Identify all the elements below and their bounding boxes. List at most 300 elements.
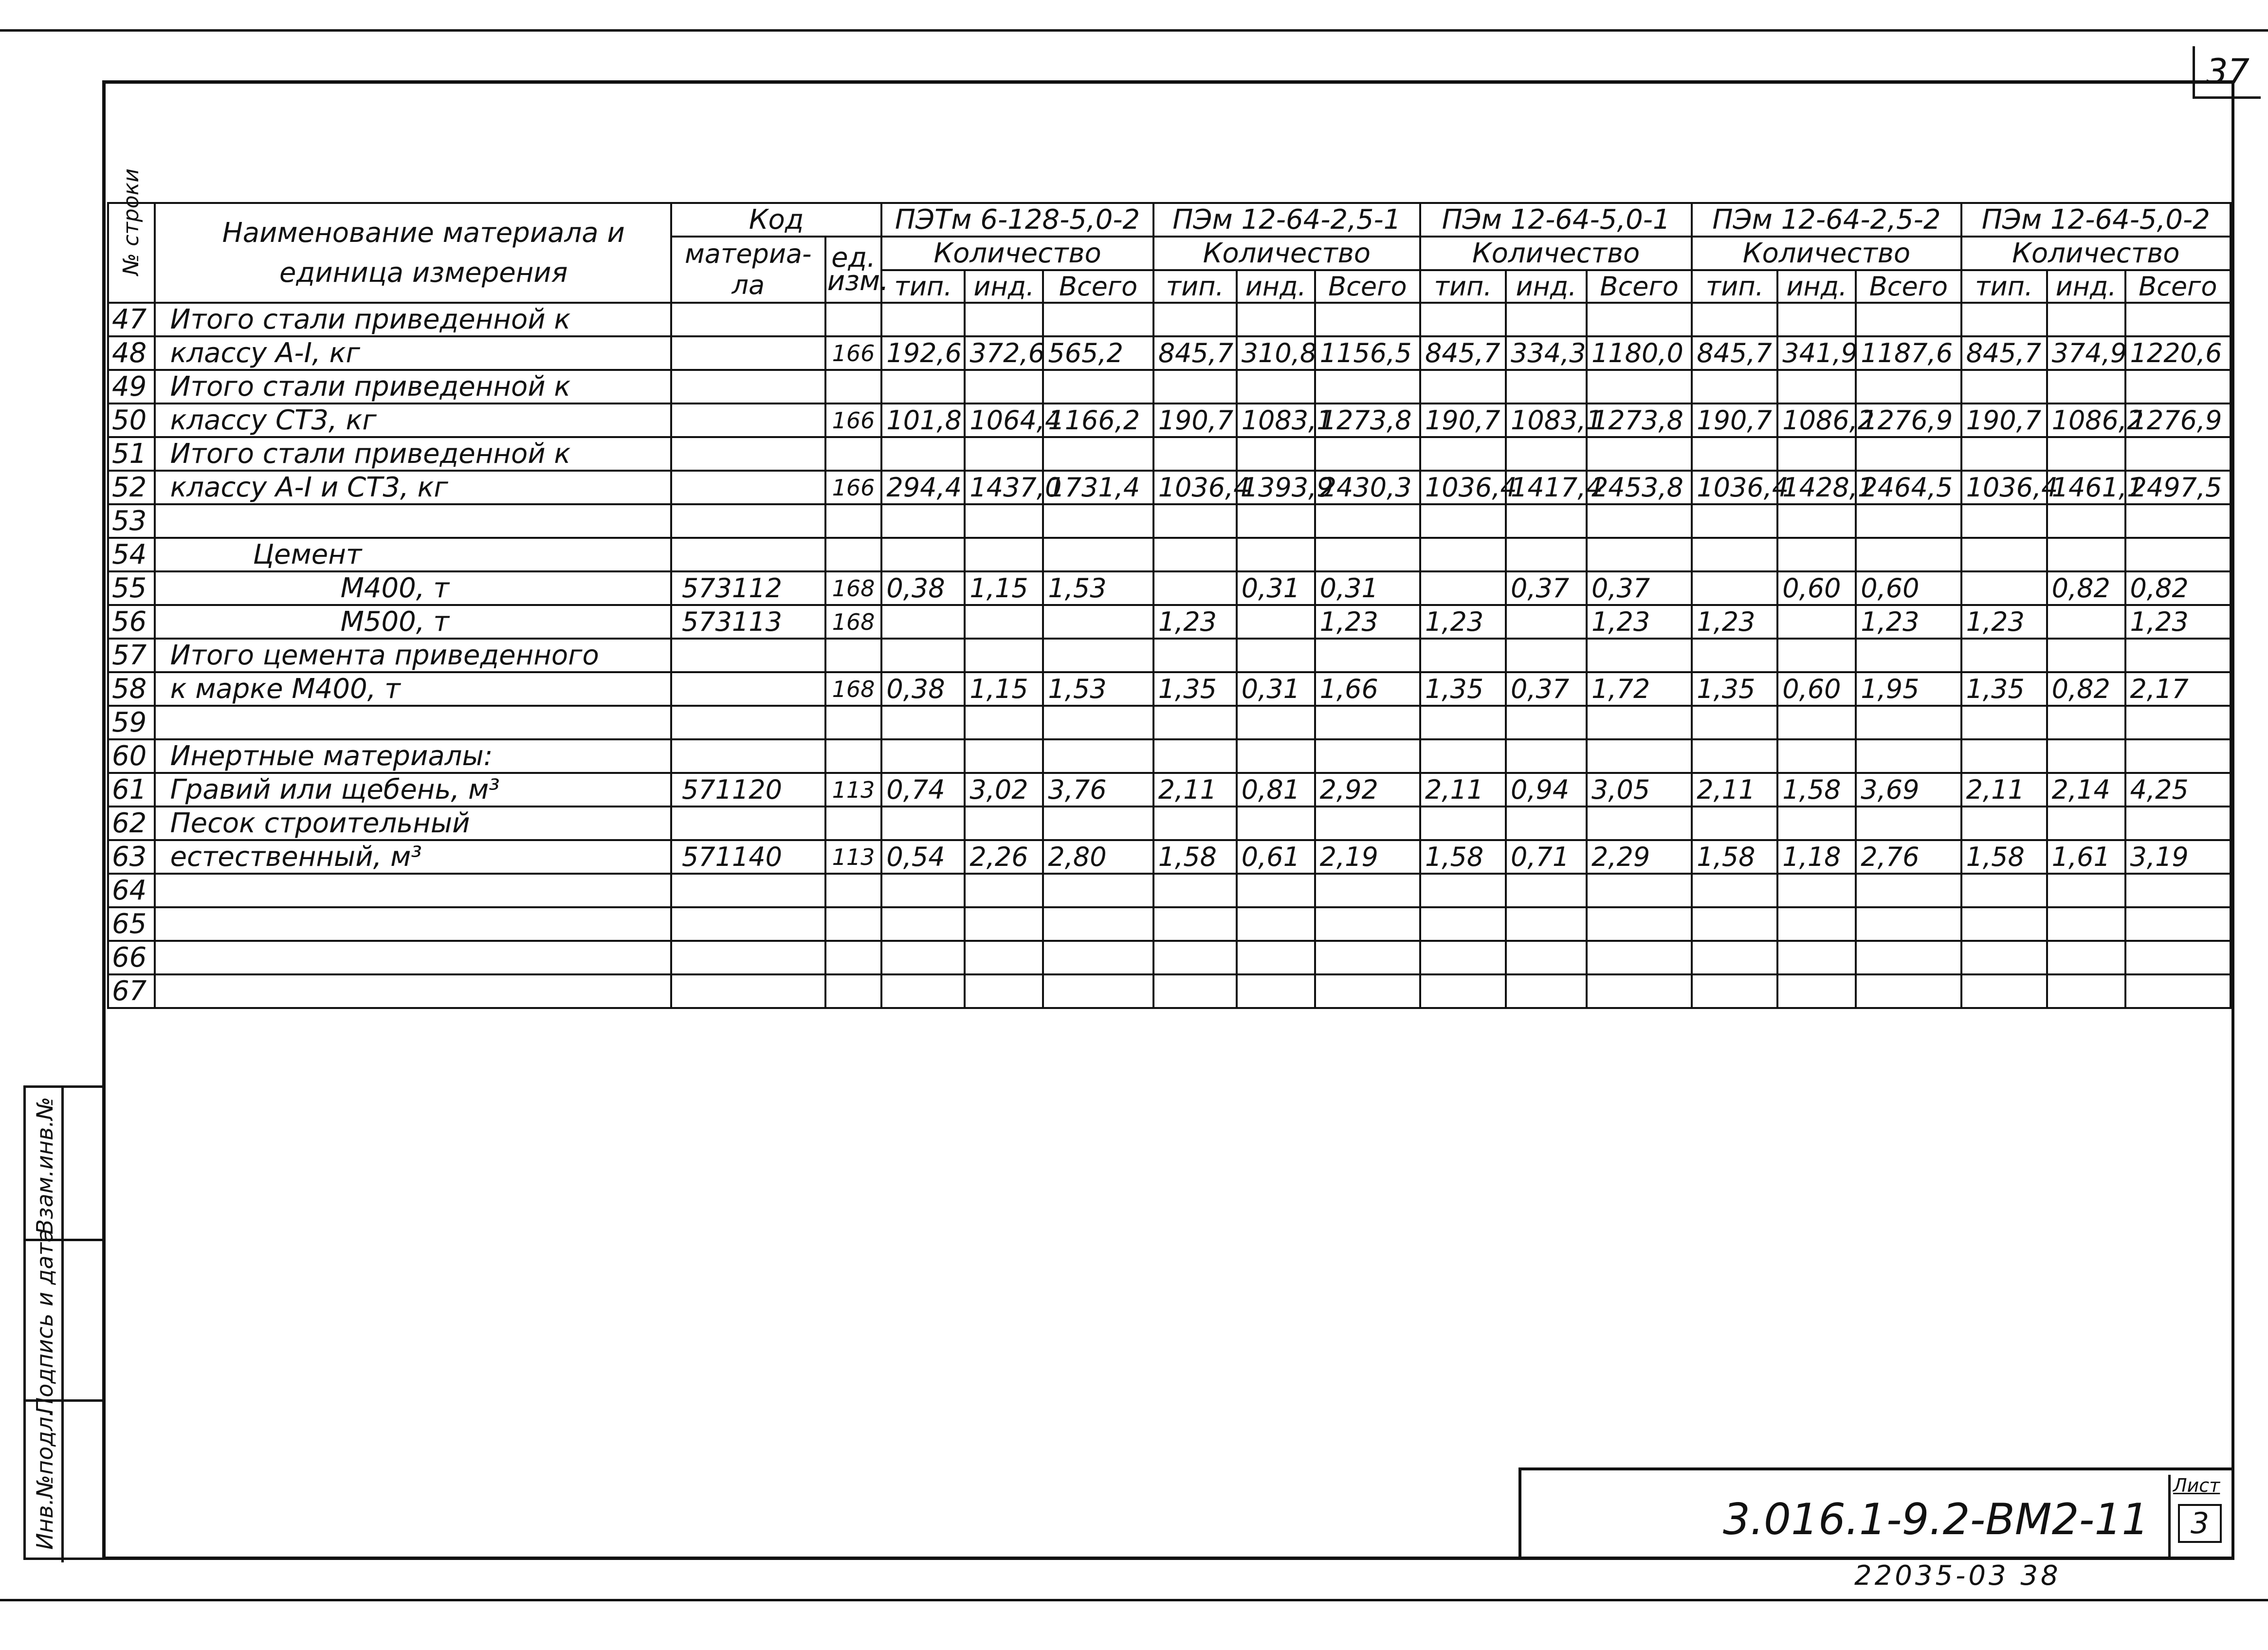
quantity-cell <box>965 639 1043 672</box>
quantity-cell <box>881 437 965 471</box>
quantity-cell: 0,60 <box>1777 672 1856 706</box>
quantity-cell <box>1961 739 2047 773</box>
quantity-cell <box>1153 874 1237 907</box>
quantity-cell <box>1856 370 1961 403</box>
quantity-cell <box>1856 437 1961 471</box>
quantity-cell: 2,11 <box>1961 773 2047 807</box>
quantity-cell: 1276,9 <box>1856 403 1961 437</box>
quantity-cell <box>1692 538 1777 571</box>
unit-code <box>825 538 882 571</box>
row-number: 51 <box>108 437 155 471</box>
quantity-cell <box>1153 706 1237 739</box>
quantity-cell <box>2125 739 2231 773</box>
quantity-cell <box>1506 639 1587 672</box>
quantity-cell <box>1506 974 1587 1008</box>
quantity-cell <box>1506 874 1587 907</box>
quantity-cell <box>1587 706 1692 739</box>
unit-code <box>825 907 882 941</box>
row-number: 62 <box>108 807 155 840</box>
quantity-cell: 0,60 <box>1856 571 1961 605</box>
material-code <box>671 471 825 504</box>
quantity-cell: 845,7 <box>1420 336 1506 370</box>
row-number: 48 <box>108 336 155 370</box>
quantity-cell <box>1153 907 1237 941</box>
unit-code: 166 <box>825 471 882 504</box>
quantity-cell <box>1961 941 2047 974</box>
quantity-cell: 1036,4 <box>1420 471 1506 504</box>
material-code <box>671 706 825 739</box>
quantity-cell <box>1237 605 1315 639</box>
quantity-cell <box>1237 370 1315 403</box>
quantity-cell <box>1237 907 1315 941</box>
quantity-cell: 0,37 <box>1506 571 1587 605</box>
quantity-cell <box>1315 370 1420 403</box>
quantity-cell: 310,8 <box>1237 336 1315 370</box>
quantity-cell: 0,31 <box>1315 571 1420 605</box>
quantity-cell: 1086,2 <box>1777 403 1856 437</box>
table-row <box>108 639 2231 672</box>
header-group-4-quantity: Количество <box>1692 237 1961 270</box>
quantity-cell <box>1587 639 1692 672</box>
table-row <box>108 773 2231 807</box>
quantity-cell <box>1043 605 1153 639</box>
quantity-cell <box>2047 303 2125 336</box>
quantity-cell <box>1961 807 2047 840</box>
quantity-cell <box>1043 807 1153 840</box>
quantity-cell: 0,60 <box>1777 571 1856 605</box>
quantity-cell <box>1315 807 1420 840</box>
header-group-4-col-2: инд. <box>1777 270 1856 303</box>
quantity-cell <box>881 605 965 639</box>
quantity-cell <box>2125 437 2231 471</box>
table-row <box>108 403 2231 437</box>
quantity-cell <box>1587 504 1692 538</box>
quantity-cell: 1064,4 <box>965 403 1043 437</box>
sheet-number: 3 <box>2178 1504 2222 1543</box>
quantity-cell: 1,23 <box>1692 605 1777 639</box>
quantity-cell: 1,23 <box>1420 605 1506 639</box>
row-number: 66 <box>108 941 155 974</box>
unit-code <box>825 941 882 974</box>
unit-code: 113 <box>825 773 882 807</box>
quantity-cell <box>1043 941 1153 974</box>
quantity-cell: 2,19 <box>1315 840 1420 874</box>
quantity-cell <box>1961 571 2047 605</box>
quantity-cell <box>1587 907 1692 941</box>
table-row <box>108 471 2231 504</box>
quantity-cell <box>1237 739 1315 773</box>
quantity-cell: 1417,4 <box>1506 471 1587 504</box>
material-name: естественный, м³ <box>155 840 671 874</box>
material-name <box>155 907 671 941</box>
quantity-cell <box>1777 706 1856 739</box>
quantity-cell: 2464,5 <box>1856 471 1961 504</box>
quantity-cell: 845,7 <box>1961 336 2047 370</box>
quantity-cell <box>1043 437 1153 471</box>
quantity-cell <box>1692 370 1777 403</box>
side-stamp-signature-date: Подпись и дата <box>32 1228 58 1414</box>
unit-code <box>825 303 882 336</box>
quantity-cell: 1,61 <box>2047 840 2125 874</box>
quantity-cell <box>1153 571 1237 605</box>
quantity-cell <box>1237 874 1315 907</box>
quantity-cell: 192,6 <box>881 336 965 370</box>
quantity-cell: 1083,1 <box>1506 403 1587 437</box>
quantity-cell: 2,17 <box>2125 672 2231 706</box>
quantity-cell <box>881 807 965 840</box>
quantity-cell <box>881 303 965 336</box>
material-name: Итого цемента приведенного <box>155 639 671 672</box>
quantity-cell <box>2125 639 2231 672</box>
table-row <box>108 370 2231 403</box>
material-code: 571120 <box>671 773 825 807</box>
row-number: 54 <box>108 538 155 571</box>
quantity-cell <box>1506 941 1587 974</box>
quantity-cell: 0,38 <box>881 571 965 605</box>
quantity-cell <box>2125 538 2231 571</box>
table-row <box>108 874 2231 907</box>
material-code <box>671 974 825 1008</box>
table-row <box>108 437 2231 471</box>
quantity-cell <box>1856 807 1961 840</box>
quantity-cell <box>1153 370 1237 403</box>
quantity-cell <box>1961 907 2047 941</box>
unit-code: 168 <box>825 672 882 706</box>
quantity-cell: 1393,9 <box>1237 471 1315 504</box>
quantity-cell <box>965 303 1043 336</box>
quantity-cell <box>1043 739 1153 773</box>
quantity-cell <box>881 639 965 672</box>
quantity-cell <box>965 907 1043 941</box>
material-code <box>671 639 825 672</box>
quantity-cell <box>1237 639 1315 672</box>
quantity-cell: 2497,5 <box>2125 471 2231 504</box>
quantity-cell <box>1856 974 1961 1008</box>
quantity-cell <box>881 907 965 941</box>
row-number: 58 <box>108 672 155 706</box>
header-group-1-col-2: инд. <box>965 270 1043 303</box>
material-name: к марке М400, т <box>155 672 671 706</box>
material-name <box>155 941 671 974</box>
table-row <box>108 907 2231 941</box>
row-number: 52 <box>108 471 155 504</box>
header-group-5-col-3: Всего <box>2125 270 2231 303</box>
header-group-1-col-3: Всего <box>1043 270 1153 303</box>
quantity-cell <box>1043 874 1153 907</box>
quantity-cell: 0,82 <box>2047 571 2125 605</box>
top-border-line <box>0 29 2268 32</box>
quantity-cell <box>1420 941 1506 974</box>
quantity-cell <box>1506 303 1587 336</box>
quantity-cell: 0,54 <box>881 840 965 874</box>
quantity-cell <box>1692 907 1777 941</box>
header-group-4-col-1: тип. <box>1692 270 1777 303</box>
quantity-cell <box>1237 941 1315 974</box>
quantity-cell: 1731,4 <box>1043 471 1153 504</box>
unit-code: 166 <box>825 336 882 370</box>
quantity-cell <box>1315 941 1420 974</box>
quantity-cell: 190,7 <box>1961 403 2047 437</box>
row-number: 50 <box>108 403 155 437</box>
quantity-cell <box>1237 538 1315 571</box>
quantity-cell <box>1692 639 1777 672</box>
quantity-cell <box>965 538 1043 571</box>
quantity-cell: 2,29 <box>1587 840 1692 874</box>
row-number: 57 <box>108 639 155 672</box>
quantity-cell <box>1153 437 1237 471</box>
side-approval-stamp <box>23 1085 102 1560</box>
quantity-cell <box>1043 974 1153 1008</box>
sheet-label: Лист <box>2173 1475 2220 1496</box>
quantity-cell <box>965 974 1043 1008</box>
quantity-cell <box>1420 874 1506 907</box>
header-group-1-col-1: тип. <box>881 270 965 303</box>
quantity-cell <box>965 941 1043 974</box>
quantity-cell <box>1237 437 1315 471</box>
quantity-cell <box>1420 974 1506 1008</box>
quantity-cell <box>2125 974 2231 1008</box>
material-name: М500, т <box>155 605 671 639</box>
unit-code: 168 <box>825 605 882 639</box>
quantity-cell <box>1777 639 1856 672</box>
quantity-cell <box>1420 303 1506 336</box>
material-specification-table <box>107 168 2231 1009</box>
header-group-4-title: ПЭм 12-64-2,5-2 <box>1692 203 1961 237</box>
quantity-cell: 3,05 <box>1587 773 1692 807</box>
quantity-cell: 0,31 <box>1237 571 1315 605</box>
quantity-cell <box>1506 437 1587 471</box>
header-group-1-title: ПЭТм 6-128-5,0-2 <box>881 203 1153 237</box>
table-row <box>108 336 2231 370</box>
material-name: классу А-I и СТ3, кг <box>155 471 671 504</box>
table-row <box>108 303 2231 336</box>
quantity-cell: 2,80 <box>1043 840 1153 874</box>
quantity-cell <box>1692 303 1777 336</box>
quantity-cell: 3,02 <box>965 773 1043 807</box>
quantity-cell: 3,19 <box>2125 840 2231 874</box>
quantity-cell <box>1420 571 1506 605</box>
quantity-cell <box>1856 907 1961 941</box>
bottom-border-line <box>0 1599 2268 1601</box>
quantity-cell <box>1506 739 1587 773</box>
unit-code: 168 <box>825 571 882 605</box>
quantity-cell: 1,58 <box>1692 840 1777 874</box>
material-name: Итого стали приведенной к <box>155 370 671 403</box>
quantity-cell <box>1692 807 1777 840</box>
quantity-cell <box>1420 538 1506 571</box>
quantity-cell <box>1961 706 2047 739</box>
material-name: Инертные материалы: <box>155 739 671 773</box>
quantity-cell <box>1961 504 2047 538</box>
header-unit: ед. изм. <box>825 237 882 303</box>
quantity-cell <box>2125 504 2231 538</box>
quantity-cell <box>1777 739 1856 773</box>
quantity-cell <box>1420 504 1506 538</box>
quantity-cell: 0,38 <box>881 672 965 706</box>
quantity-cell <box>1315 504 1420 538</box>
quantity-cell <box>1777 807 1856 840</box>
quantity-cell: 1461,1 <box>2047 471 2125 504</box>
quantity-cell <box>1777 370 1856 403</box>
quantity-cell <box>1961 874 2047 907</box>
quantity-cell <box>2047 538 2125 571</box>
quantity-cell <box>1587 303 1692 336</box>
quantity-cell <box>965 437 1043 471</box>
quantity-cell: 1,23 <box>1153 605 1237 639</box>
quantity-cell <box>1420 807 1506 840</box>
quantity-cell <box>1777 941 1856 974</box>
quantity-cell <box>881 706 965 739</box>
unit-code: 166 <box>825 403 882 437</box>
material-code: 571140 <box>671 840 825 874</box>
quantity-cell <box>1856 504 1961 538</box>
quantity-cell <box>1587 538 1692 571</box>
material-code <box>671 538 825 571</box>
material-code <box>671 437 825 471</box>
quantity-cell: 1,23 <box>1315 605 1420 639</box>
quantity-cell <box>1043 370 1153 403</box>
quantity-cell <box>1153 504 1237 538</box>
row-number: 60 <box>108 739 155 773</box>
table-row <box>108 739 2231 773</box>
quantity-cell <box>1506 370 1587 403</box>
quantity-cell <box>1237 303 1315 336</box>
quantity-cell: 1086,2 <box>2047 403 2125 437</box>
quantity-cell: 4,25 <box>2125 773 2231 807</box>
quantity-cell: 0,82 <box>2125 571 2231 605</box>
material-code: 573113 <box>671 605 825 639</box>
header-group-2-title: ПЭм 12-64-2,5-1 <box>1153 203 1420 237</box>
quantity-cell: 3,69 <box>1856 773 1961 807</box>
table-row <box>108 840 2231 874</box>
quantity-cell: 1,35 <box>1692 672 1777 706</box>
quantity-cell <box>1961 437 2047 471</box>
quantity-cell <box>1587 874 1692 907</box>
unit-code <box>825 370 882 403</box>
quantity-cell: 2,11 <box>1153 773 1237 807</box>
quantity-cell <box>965 807 1043 840</box>
quantity-cell <box>1506 605 1587 639</box>
material-code <box>671 403 825 437</box>
material-code <box>671 336 825 370</box>
material-code <box>671 807 825 840</box>
quantity-cell <box>965 739 1043 773</box>
quantity-cell <box>2047 907 2125 941</box>
quantity-cell <box>1153 974 1237 1008</box>
header-group-2-col-2: инд. <box>1237 270 1315 303</box>
quantity-cell <box>1315 538 1420 571</box>
quantity-cell <box>1043 504 1153 538</box>
quantity-cell <box>965 370 1043 403</box>
quantity-cell <box>1777 303 1856 336</box>
quantity-cell <box>1856 941 1961 974</box>
quantity-cell <box>1587 941 1692 974</box>
quantity-cell <box>1961 538 2047 571</box>
quantity-cell: 1180,0 <box>1587 336 1692 370</box>
quantity-cell: 190,7 <box>1153 403 1237 437</box>
quantity-cell <box>1420 437 1506 471</box>
row-number: 49 <box>108 370 155 403</box>
quantity-cell <box>1153 538 1237 571</box>
quantity-cell <box>1315 437 1420 471</box>
quantity-cell: 2,76 <box>1856 840 1961 874</box>
table-row <box>108 974 2231 1008</box>
quantity-cell <box>1315 907 1420 941</box>
quantity-cell: 294,4 <box>881 471 965 504</box>
quantity-cell: 1,18 <box>1777 840 1856 874</box>
quantity-cell <box>881 370 965 403</box>
quantity-cell: 0,37 <box>1506 672 1587 706</box>
quantity-cell <box>2047 941 2125 974</box>
material-code <box>671 874 825 907</box>
material-code <box>671 941 825 974</box>
quantity-cell <box>1420 706 1506 739</box>
quantity-cell <box>2047 807 2125 840</box>
quantity-cell: 2,26 <box>965 840 1043 874</box>
quantity-cell <box>2047 370 2125 403</box>
unit-code <box>825 706 882 739</box>
quantity-cell <box>2125 807 2231 840</box>
header-material-name: Наименование материала и единица измерения <box>155 203 671 303</box>
header-group-5-col-1: тип. <box>1961 270 2047 303</box>
quantity-cell <box>1587 437 1692 471</box>
material-name: Песок строительный <box>155 807 671 840</box>
unit-code: 113 <box>825 840 882 874</box>
quantity-cell <box>2047 739 2125 773</box>
quantity-cell: 2,92 <box>1315 773 1420 807</box>
quantity-cell <box>1777 605 1856 639</box>
table-row <box>108 605 2231 639</box>
quantity-cell: 1036,4 <box>1961 471 2047 504</box>
material-code <box>671 672 825 706</box>
quantity-cell <box>881 874 965 907</box>
quantity-cell: 0,71 <box>1506 840 1587 874</box>
table-row <box>108 538 2231 571</box>
row-number: 56 <box>108 605 155 639</box>
material-name <box>155 974 671 1008</box>
quantity-cell: 845,7 <box>1692 336 1777 370</box>
table-row <box>108 941 2231 974</box>
quantity-cell: 1166,2 <box>1043 403 1153 437</box>
material-name: Итого стали приведенной к <box>155 437 671 471</box>
quantity-cell <box>1043 706 1153 739</box>
unit-code <box>825 874 882 907</box>
header-group-3-quantity: Количество <box>1420 237 1692 270</box>
material-name: Итого стали приведенной к <box>155 303 671 336</box>
quantity-cell <box>2125 907 2231 941</box>
quantity-cell <box>1237 807 1315 840</box>
table-row <box>108 706 2231 739</box>
quantity-cell <box>1237 706 1315 739</box>
quantity-cell: 2,11 <box>1420 773 1506 807</box>
quantity-cell <box>1420 907 1506 941</box>
row-number: 59 <box>108 706 155 739</box>
quantity-cell <box>1692 941 1777 974</box>
quantity-cell: 1,58 <box>1420 840 1506 874</box>
unit-code <box>825 437 882 471</box>
quantity-cell <box>1692 874 1777 907</box>
quantity-cell <box>1043 538 1153 571</box>
table-row <box>108 571 2231 605</box>
quantity-cell <box>1692 504 1777 538</box>
quantity-cell <box>1587 974 1692 1008</box>
table-row <box>108 672 2231 706</box>
quantity-cell <box>1961 974 2047 1008</box>
quantity-cell: 190,7 <box>1420 403 1506 437</box>
material-code <box>671 504 825 538</box>
quantity-cell: 845,7 <box>1153 336 1237 370</box>
quantity-cell <box>965 874 1043 907</box>
